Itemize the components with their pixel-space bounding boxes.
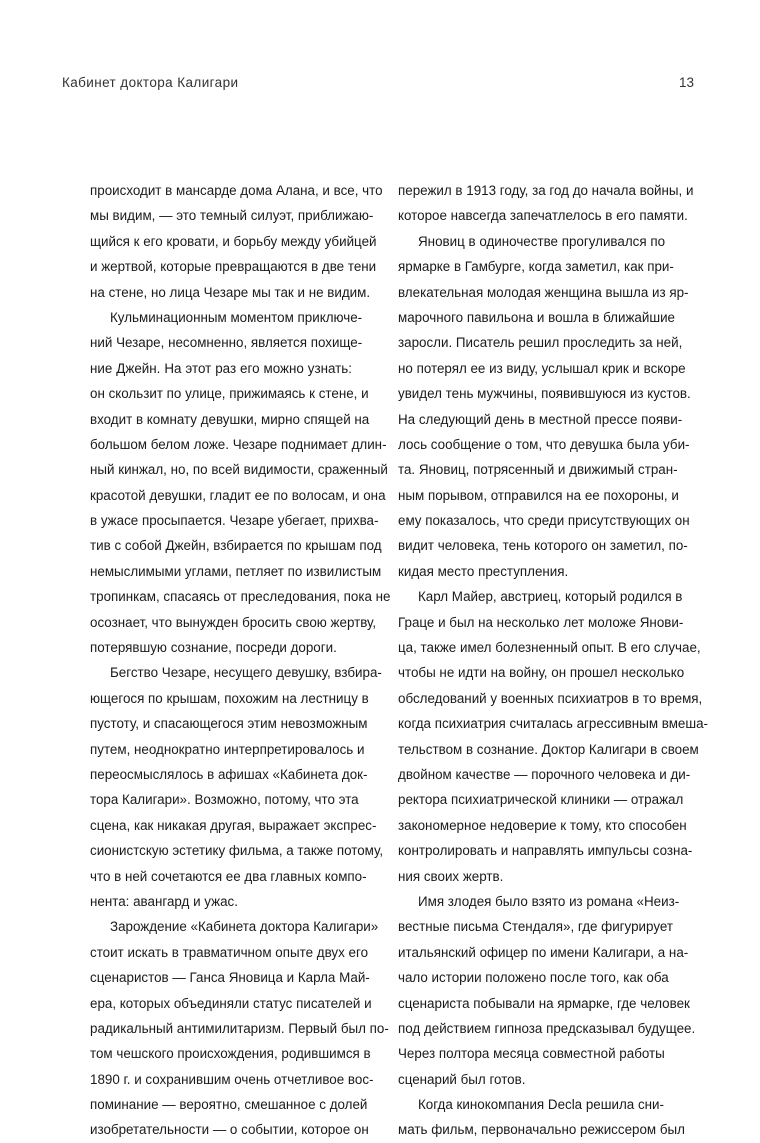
text-line: двойном качестве — порочного человека и ди- [398,766,691,782]
text-line: и жертвой, которые превращаются в две тени [90,259,377,275]
text-line: сионистскую эстетику фильма, а также потому, [90,843,384,859]
text-line: Имя злодея было взято из романа «Неиз- [418,893,680,909]
text-line: ярмарке в Гамбурге, когда заметил, как при- [398,259,674,275]
text-line: Карл Майер, австриец, который родился в [418,589,683,605]
text-line: в ужасе просыпается. Чезаре убегает, прихва- [90,513,379,529]
text-line: но потерял ее из виду, услышал крик и вскоре [398,360,686,376]
text-line: лось сообщение о том, что девушка была уби- [398,436,690,452]
text-line: Яновиц в одиночестве прогуливался по [418,233,666,249]
text-line: потерявшую сознание, посреди дороги. [90,640,337,656]
text-line: когда психиатрия считалась агрессивным вмеша- [398,716,709,732]
text-line: ний Чезаре, несомненно, является похище- [90,335,363,351]
text-line: Кульминационным моментом приключе- [110,309,363,325]
text-line: радикальный антимилитаризм. Первый был по- [90,1020,389,1036]
text-line: ющегося по крышам, похожим на лестницу в [90,690,369,706]
text-line: кидая место преступления. [398,563,569,579]
running-title: Кабинет доктора Калигари [62,75,239,90]
text-line: ный кинжал, но, по всей видимости, сраженный [90,462,388,478]
text-line: ние Джейн. На этот раз его можно узнать: [90,360,352,376]
text-line: осознает, что вынужден бросить свою жертву, [90,614,377,630]
text-line: поминание — вероятно, смешанное с долей [90,1097,368,1113]
text-line: ным порывом, отправился на ее похороны, и [398,487,679,503]
text-line: щийся к его кровати, и борьбу между убийцей [90,233,377,249]
text-line: мы видим, — это темный силуэт, приближаю- [90,208,374,224]
text-line: ему показалось, что среди присутствующих он [398,513,690,529]
text-line: Зарождение «Кабинета доктора Калигари» [110,919,379,935]
text-line: переосмыслялось в афишах «Кабинета док- [90,766,368,782]
text-line: вестные письма Стендаля», где фигурирует [398,919,674,935]
text-line: обследований у военных психиатров в то время, [398,690,703,706]
text-line: немыслимыми углами, петляет по извилистым [90,563,382,579]
text-line: чало истории положено после того, как оба [398,970,669,986]
text-line: влекательная молодая женщина вышла из яр- [398,284,689,300]
text-line: изобретательности — о событии, которое он [90,1122,369,1138]
text-line: тропинкам, спасаясь от преследования, пока не [90,589,391,605]
text-line: итальянский офицер по имени Калигари, а на- [398,944,689,960]
text-line: под действием гипноза предсказывал будущее. [398,1020,696,1036]
text-line: марочного павильона и вошла в ближайшие [398,309,676,325]
text-line: на стене, но лица Чезаре мы так и не видим. [90,284,371,300]
text-line: Когда кинокомпания Decla решила сни- [418,1097,664,1113]
text-line: увидел тень мужчины, появившуюся из кустов. [398,386,691,402]
text-line: которое навсегда запечатлелось в его памяти. [398,208,688,224]
text-line: тельством в сознание. Доктор Калигари в своем [398,741,699,757]
text-line: видит человека, тень которого он заметил, по- [398,538,688,554]
text-line: входит в комнату девушки, мирно спящей на [90,411,370,427]
text-line: контролировать и направлять импульсы созна- [398,843,693,859]
text-line: та. Яновиц, потрясенный и движимый стран- [398,462,678,478]
text-line: тора Калигари». Возможно, потому, что эта [90,792,359,808]
text-line: нента: авангард и ужас. [90,893,238,909]
text-line: путем, неоднократно интерпретировалось и [90,741,365,757]
text-line: том чешского происхождения, родившимся в [90,1046,371,1062]
text-line: 1890 г. и сохранившим очень отчетливое вос- [90,1071,374,1087]
text-line: что в ней сочетаются ее два главных компо- [90,868,367,884]
text-line: чтобы не идти на войну, он прошел несколько [398,665,685,681]
text-line: Граце и был на несколько лет моложе Янови- [398,614,684,630]
text-line: Бегство Чезаре, несущего девушку, взбира- [110,665,382,681]
text-line: большом белом ложе. Чезаре поднимает длин- [90,436,387,452]
text-line: пустоту, и спасающегося этим невозможным [90,716,368,732]
page-number: 13 [678,75,694,90]
text-line: ректора психиатрической клиники — отражал [398,792,684,808]
text-line: происходит в мансарде дома Алана, и все, что [90,183,383,198]
text-line: сценариста побывали на ярмарке, где человек [398,995,690,1011]
text-line: ера, которых объединяли статус писателей и [90,995,372,1011]
text-line: На следующий день в местной прессе появи- [398,411,683,427]
text-line: стоит искать в травматичном опыте двух его [90,944,369,960]
text-line: тив с собой Джейн, взбирается по крышам под [90,538,382,554]
text-line: сценарий был готов. [398,1071,526,1087]
text-line: красотой девушки, гладит ее по волосам, и она [90,487,386,503]
text-line: закономерное недоверие к тому, кто способен [398,817,687,833]
text-line: ца, также имел болезненный опыт. В его случае, [398,640,701,656]
text-line: заросли. Писатель решил проследить за ней, [398,335,683,351]
text-line: сценаристов — Ганса Яновица и Карла Май- [90,970,370,986]
text-line: Через полтора месяца совместной работы [398,1046,665,1062]
text-line: ния своих жертв. [398,868,504,884]
right-text-column [398,178,709,1143]
text-line: пережил в 1913 году, за год до начала войны, и [398,183,694,198]
text-line: он скользит по улице, прижимаясь к стене, и [90,386,369,402]
text-line: сцена, как никакая другая, выражает экспрес- [90,817,377,833]
text-line: мать фильм, первоначально режиссером был [398,1122,685,1138]
left-text-column [90,178,391,1143]
